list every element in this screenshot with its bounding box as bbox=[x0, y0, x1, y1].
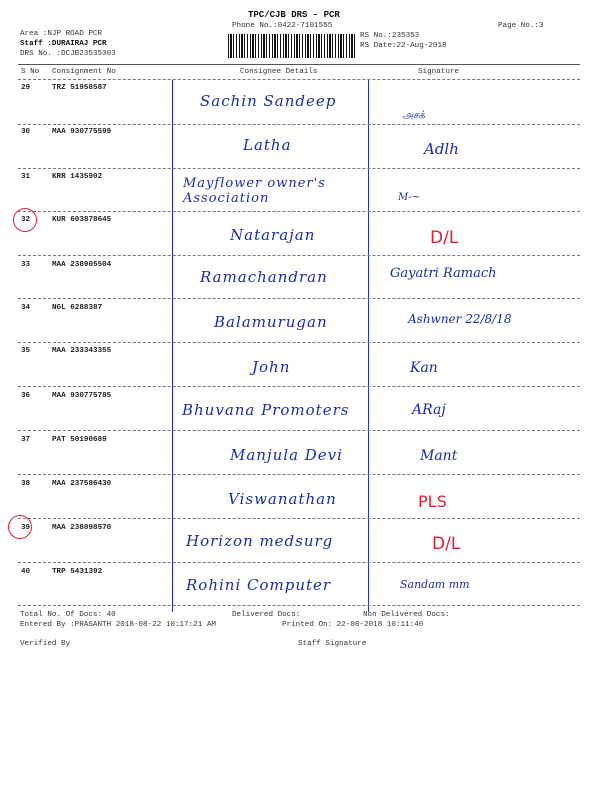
report-title: TPC/CJB DRS - PCR bbox=[248, 10, 340, 20]
row-divider bbox=[18, 474, 580, 475]
row-sno: 39 bbox=[21, 524, 31, 532]
barcode bbox=[228, 34, 356, 58]
row-signature: ARaj bbox=[412, 402, 446, 418]
row-consignment: NGL 6288387 bbox=[52, 304, 103, 312]
row-signature: D/L bbox=[430, 228, 459, 248]
row-sno: 31 bbox=[21, 173, 31, 181]
area-label: Area :NJP ROAD PCR bbox=[20, 30, 103, 38]
row-consignment: MAA 238098570 bbox=[52, 524, 112, 532]
row-divider bbox=[18, 386, 580, 387]
row-signature: Ashwner 22/8/18 bbox=[408, 312, 512, 326]
row-consignee: Natarajan bbox=[230, 226, 316, 244]
phone-number: Phone No.:0422-7101555 bbox=[232, 22, 333, 30]
row-consignment: MAA 233343355 bbox=[52, 347, 112, 355]
row-consignment: KUR 603878645 bbox=[52, 216, 112, 224]
row-consignment: TRZ 51958587 bbox=[52, 84, 107, 92]
row-sno: 37 bbox=[21, 436, 31, 444]
verified-by: Verified By bbox=[20, 640, 71, 648]
row-consignee: John bbox=[252, 358, 291, 376]
row-consignee: Rohini Computer bbox=[186, 576, 332, 594]
col-consignee: Consignee Details bbox=[240, 68, 318, 76]
row-consignee: Viswanathan bbox=[228, 490, 337, 508]
delivered-docs: Delivered Docs: bbox=[232, 611, 301, 619]
row-divider bbox=[18, 298, 580, 299]
row-consignee: Balamurugan bbox=[214, 313, 328, 331]
row-signature: அசக் bbox=[402, 110, 426, 121]
row-divider bbox=[18, 211, 580, 212]
row-sno: 40 bbox=[21, 568, 31, 576]
row-sno: 35 bbox=[21, 347, 31, 355]
row-consignee: Ramachandran bbox=[200, 268, 328, 286]
total-docs: Total No. Of Docs: 40 bbox=[20, 611, 116, 619]
rs-number: RS No.:235353 bbox=[360, 32, 420, 40]
row-divider bbox=[18, 124, 580, 125]
row-consignment: MAA 930775599 bbox=[52, 128, 112, 136]
hand-column-line-left bbox=[172, 80, 173, 612]
row-consignment: MAA 930775785 bbox=[52, 392, 112, 400]
row-consignee: Horizon medsurg bbox=[186, 532, 334, 550]
staff-signature: Staff Signature bbox=[298, 640, 367, 648]
row-divider bbox=[18, 255, 580, 256]
hand-column-line-right bbox=[368, 80, 369, 612]
row-divider bbox=[18, 518, 580, 519]
table-bottom-rule bbox=[18, 605, 580, 606]
row-divider bbox=[18, 430, 580, 431]
row-consignment: MAA 237586430 bbox=[52, 480, 112, 488]
row-consignee: Bhuvana Promoters bbox=[182, 401, 350, 419]
row-signature: M-~ bbox=[398, 192, 420, 203]
row-divider bbox=[18, 342, 580, 343]
row-sno: 34 bbox=[21, 304, 31, 312]
row-consignee: Sachin Sandeep bbox=[200, 92, 337, 110]
col-sno: S No bbox=[21, 68, 40, 76]
row-signature: Sandam mm bbox=[400, 578, 470, 591]
row-divider bbox=[18, 562, 580, 563]
row-consignment: TRP 5431392 bbox=[52, 568, 103, 576]
row-signature: D/L bbox=[432, 534, 461, 554]
row-sno: 32 bbox=[21, 216, 31, 224]
row-divider bbox=[18, 168, 580, 169]
staff-label: Staff :DURAIRAJ PCR bbox=[20, 40, 107, 48]
row-sno: 33 bbox=[21, 261, 31, 269]
header-rule-bottom bbox=[18, 79, 580, 80]
row-signature: Kan bbox=[410, 360, 438, 376]
rs-date: RS Date:22-Aug-2018 bbox=[360, 42, 447, 50]
entered-by: Entered By :PRASANTH 2018-08-22 10:17:21 AM bbox=[20, 621, 216, 629]
drs-number: DRS No. :DCJB23535303 bbox=[20, 50, 116, 58]
row-sno: 30 bbox=[21, 128, 31, 136]
row-signature: Adlh bbox=[424, 140, 459, 158]
col-signature: Signature bbox=[418, 68, 460, 76]
row-signature: Mant bbox=[420, 448, 458, 464]
row-signature: Gayatri Ramach bbox=[390, 266, 497, 281]
page-number: Page No.:3 bbox=[498, 22, 544, 30]
printed-on: Printed On: 22-08-2018 10:11:40 bbox=[282, 621, 424, 629]
col-consignment: Consignment No bbox=[52, 68, 116, 76]
non-delivered-docs: Non Delivered Docs: bbox=[363, 611, 450, 619]
row-consignment: PAT 50190689 bbox=[52, 436, 107, 444]
row-consignment: KRR 1435902 bbox=[52, 173, 103, 181]
row-consignee: Mayflower owner's Association bbox=[183, 176, 326, 206]
row-sno: 36 bbox=[21, 392, 31, 400]
row-consignment: MAA 238905504 bbox=[52, 261, 112, 269]
row-sno: 38 bbox=[21, 480, 31, 488]
row-consignee: Manjula Devi bbox=[230, 446, 343, 464]
row-signature: PLS bbox=[418, 492, 447, 511]
row-sno: 29 bbox=[21, 84, 31, 92]
header-rule-top bbox=[18, 64, 580, 65]
row-consignee: Latha bbox=[243, 136, 292, 154]
